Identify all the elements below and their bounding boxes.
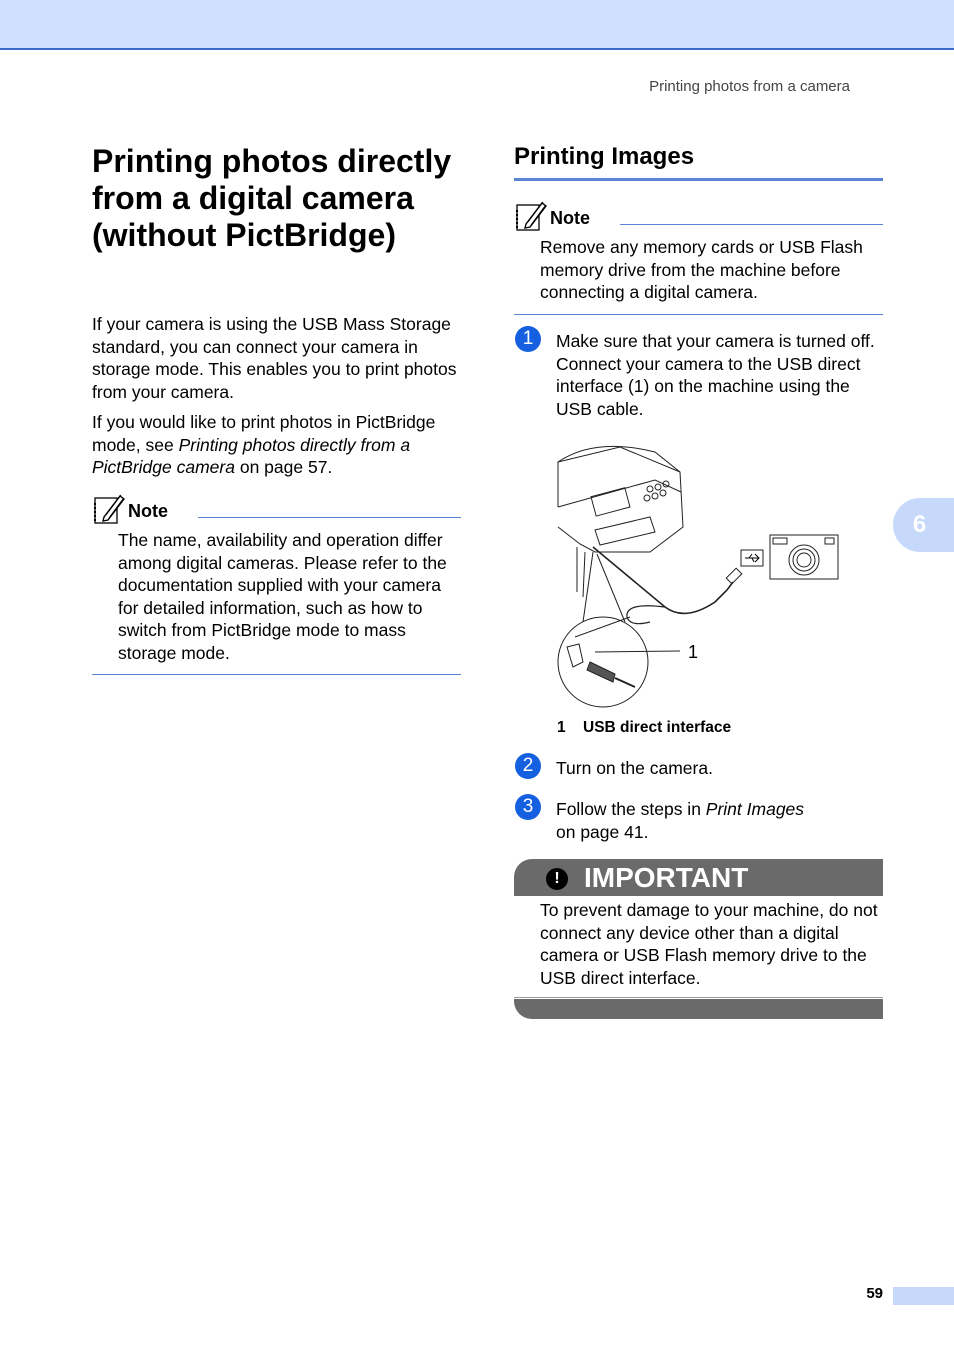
note-right xyxy=(514,200,883,315)
note-rule xyxy=(198,517,461,518)
note-bottom-rule xyxy=(514,314,883,315)
step-text xyxy=(556,798,826,843)
figure-caption xyxy=(557,719,731,737)
step-number-badge: 1 xyxy=(515,326,541,352)
top-header-band xyxy=(0,0,954,50)
note-left xyxy=(92,493,461,675)
note-header xyxy=(92,493,461,525)
note-pencil-icon xyxy=(514,200,548,232)
note-text: The name, availability and operation differ among digital cameras. Please refer to the documentation supplied with your camera for detailed information, such as how to switch from PictBridge mode to mass storage mode. xyxy=(118,530,447,663)
section-title: Printing Images xyxy=(514,143,695,170)
paragraph-text: If you would like to print photos in PictBridge mode, see xyxy=(92,412,436,455)
paragraph-text: on page 57. xyxy=(234,457,333,477)
pictbridge-paragraph xyxy=(92,411,462,479)
step-text: Make sure that your camera is turned off. Connect your camera to the USB direct interface (1) on the machine using the USB cable. xyxy=(556,331,875,419)
cross-reference-link: Print Images xyxy=(705,799,805,819)
note-label: Note xyxy=(128,501,168,521)
chapter-tab: 6 xyxy=(893,498,954,552)
cross-reference-link: Printing photos directly from a PictBridge camera xyxy=(92,434,411,477)
note-bottom-rule xyxy=(92,674,461,675)
note-rule xyxy=(620,224,883,225)
step-number-badge: 2 xyxy=(515,753,541,779)
caption-number: 1 xyxy=(557,719,566,736)
note-label: Note xyxy=(550,208,590,228)
step-number-badge: 3 xyxy=(515,794,541,820)
important-label: IMPORTANT xyxy=(584,862,749,893)
figure-callout-number: 1 xyxy=(688,642,699,662)
section-rule xyxy=(514,178,883,181)
step-text-part: Follow the steps in xyxy=(556,799,706,819)
note-header xyxy=(514,200,883,232)
important-header-bar xyxy=(514,859,883,896)
note-pencil-icon xyxy=(92,493,126,525)
important-footer-bar xyxy=(514,999,883,1019)
caption-text: USB direct interface xyxy=(583,719,732,736)
step-text: Turn on the camera. xyxy=(556,758,713,778)
note-text: Remove any memory cards or USB Flash memory drive from the machine before connecting a digital camera. xyxy=(540,237,863,302)
usb-connection-illustration xyxy=(555,432,855,712)
page-title: Printing photos directly from a digital camera (without PictBridge) xyxy=(92,143,452,253)
important-text: To prevent damage to your machine, do not connect any device other than a digital camera or USB Flash memory drive to the USB direct interface. xyxy=(540,900,878,988)
step-text-part: on page 41. xyxy=(556,821,649,842)
exclamation-icon: ! xyxy=(546,868,568,890)
intro-paragraph: If your camera is using the USB Mass Storage standard, you can connect your camera in storage mode. This enables you to print photos from your camera. xyxy=(92,314,457,402)
page-tab xyxy=(893,1287,954,1305)
running-head: Printing photos from a camera xyxy=(649,78,850,95)
important-divider xyxy=(514,997,883,998)
page-number: 59 xyxy=(866,1285,883,1302)
